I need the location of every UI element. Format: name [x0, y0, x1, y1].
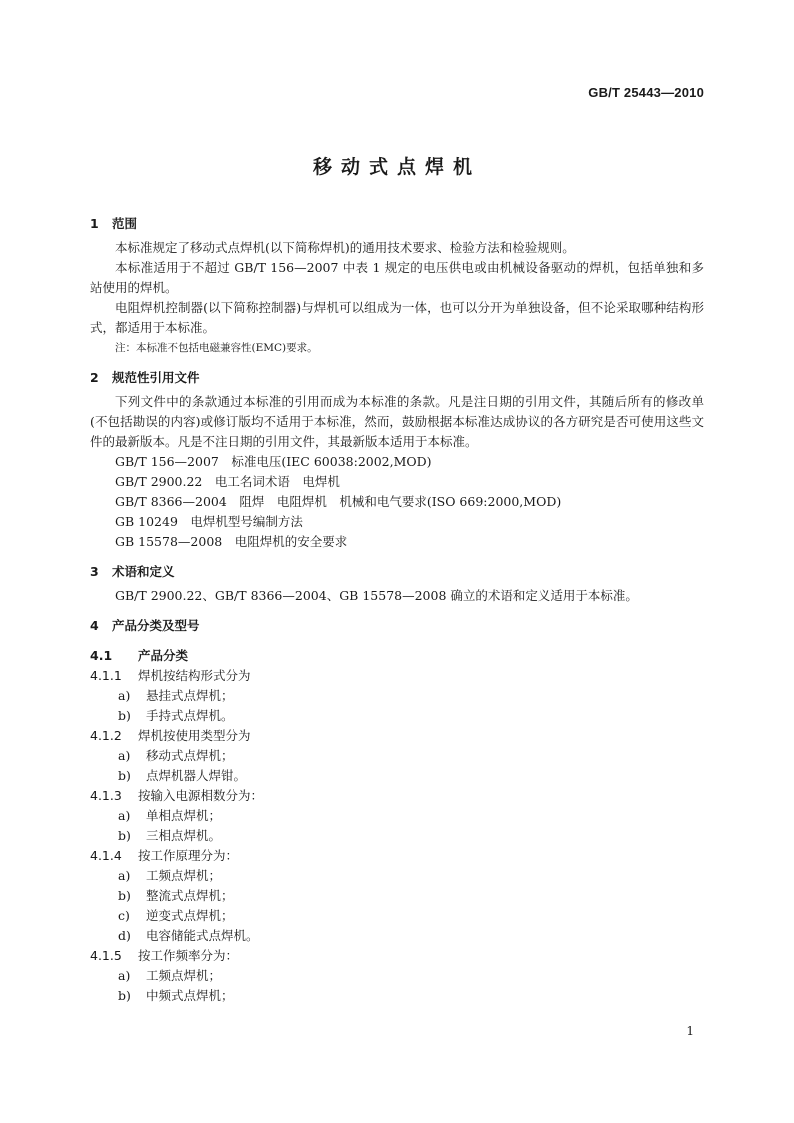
list-item-text: 三相点焊机。 [146, 828, 222, 843]
clause-text: 焊机按结构形式分为 [138, 668, 251, 683]
list-marker: a) [118, 868, 131, 883]
list-item [90, 766, 704, 786]
document-title: 移动式点焊机 [312, 156, 481, 178]
list-item-text: 单相点焊机； [146, 808, 222, 823]
section-number: 1 [90, 216, 99, 231]
clause [90, 666, 704, 686]
section-number: 3 [90, 564, 99, 579]
list-item-text: 整流式点焊机； [146, 888, 234, 903]
section-2-heading [90, 368, 704, 388]
list-item [90, 906, 704, 926]
list-item-text: 移动式点焊机； [146, 748, 234, 763]
paragraph: 电阻焊机控制器(以下简称控制器)与焊机可以组成为一体，也可以分开为单独设备，但不论采取哪种结构形式，都适用于本标准。 [90, 300, 704, 335]
subsection-number: 4.1 [90, 648, 113, 663]
note: 注：本标准不包括电磁兼容性(EMC)要求。 [115, 342, 318, 354]
clause-number: 4.1.2 [90, 728, 122, 743]
list-marker: b) [118, 828, 131, 843]
subsection-title: 产品分类 [138, 648, 189, 663]
clause [90, 946, 704, 966]
section-title: 产品分类及型号 [112, 618, 200, 633]
list-marker: a) [118, 968, 131, 983]
subsection-heading [90, 646, 704, 666]
list-marker: a) [118, 808, 131, 823]
reference-item: GB/T 156—2007 标准电压(IEC 60038:2002,MOD) [115, 454, 432, 469]
list-item [90, 866, 704, 886]
paragraph: 下列文件中的条款通过本标准的引用而成为本标准的条款。凡是注日期的引用文件，其随后所有的修改单(不包括勘误的内容)或修订版均不适用于本标准，然而，鼓励根据本标准达成协议的各方研究是否可使用这些文件的最新版本。凡是不注日期的引用文件，其最新版本适用于本标准。 [90, 394, 704, 449]
clause-text: 按输入电源相数分为： [138, 788, 264, 803]
paragraph: 本标准规定了移动式点焊机(以下简称焊机)的通用技术要求、检验方法和检验规则。 [115, 240, 575, 255]
clause-number: 4.1.3 [90, 788, 122, 803]
section-title: 范围 [112, 216, 138, 231]
list-marker: b) [118, 708, 131, 723]
list-item-text: 电容储能式点焊机。 [146, 928, 259, 943]
list-item-text: 工频点焊机； [146, 968, 222, 983]
list-marker: c) [118, 908, 130, 923]
list-item-text: 逆变式点焊机； [146, 908, 234, 923]
list-item [90, 806, 704, 826]
list-marker: a) [118, 748, 131, 763]
clause [90, 726, 704, 746]
section-1-heading [90, 214, 704, 234]
section-number: 4 [90, 618, 99, 633]
section-3-heading [90, 562, 704, 582]
list-item [90, 826, 704, 846]
clause-text: 按工作原理分为： [138, 848, 239, 863]
list-item [90, 706, 704, 726]
reference-item: GB 10249 电焊机型号编制方法 [115, 514, 303, 529]
reference-item: GB/T 8366—2004 阻焊 电阻焊机 机械和电气要求(ISO 669:2000,MOD) [115, 494, 562, 509]
clause-text: 焊机按使用类型分为 [138, 728, 251, 743]
list-marker: b) [118, 768, 131, 783]
reference-item: GB 15578—2008 电阻焊机的安全要求 [115, 534, 348, 549]
paragraph: 本标准适用于不超过 GB/T 156—2007 中表 1 规定的电压供电或由机械设备驱动的焊机，包括单独和多站使用的焊机。 [90, 260, 704, 295]
clause-number: 4.1.5 [90, 948, 122, 963]
section-number: 2 [90, 370, 99, 385]
list-item [90, 986, 704, 1006]
list-item [90, 926, 704, 946]
list-marker: d) [118, 928, 131, 943]
document-body [90, 214, 704, 1006]
paragraph: GB/T 2900.22、GB/T 8366—2004、GB 15578—2008 确立的术语和定义适用于本标准。 [115, 588, 638, 603]
list-item-text: 工频点焊机； [146, 868, 222, 883]
list-marker: b) [118, 988, 131, 1003]
section-title: 术语和定义 [112, 564, 175, 579]
section-title: 规范性引用文件 [112, 370, 200, 385]
clause-number: 4.1.1 [90, 668, 122, 683]
list-item-text: 点焊机器人焊钳。 [146, 768, 247, 783]
list-item-text: 手持式点焊机。 [146, 708, 234, 723]
list-item-text: 悬挂式点焊机； [146, 688, 234, 703]
standard-code: GB/T 25443—2010 [588, 85, 704, 100]
list-item [90, 966, 704, 986]
list-marker: a) [118, 688, 131, 703]
list-item [90, 886, 704, 906]
list-item [90, 746, 704, 766]
section-4-heading [90, 616, 704, 636]
clause [90, 786, 704, 806]
clause-text: 按工作频率分为： [138, 948, 239, 963]
page-number: 1 [686, 1024, 694, 1038]
clause [90, 846, 704, 866]
reference-item: GB/T 2900.22 电工名词术语 电焊机 [115, 474, 340, 489]
clause-number: 4.1.4 [90, 848, 122, 863]
list-item [90, 686, 704, 706]
list-marker: b) [118, 888, 131, 903]
list-item-text: 中频式点焊机； [146, 988, 234, 1003]
